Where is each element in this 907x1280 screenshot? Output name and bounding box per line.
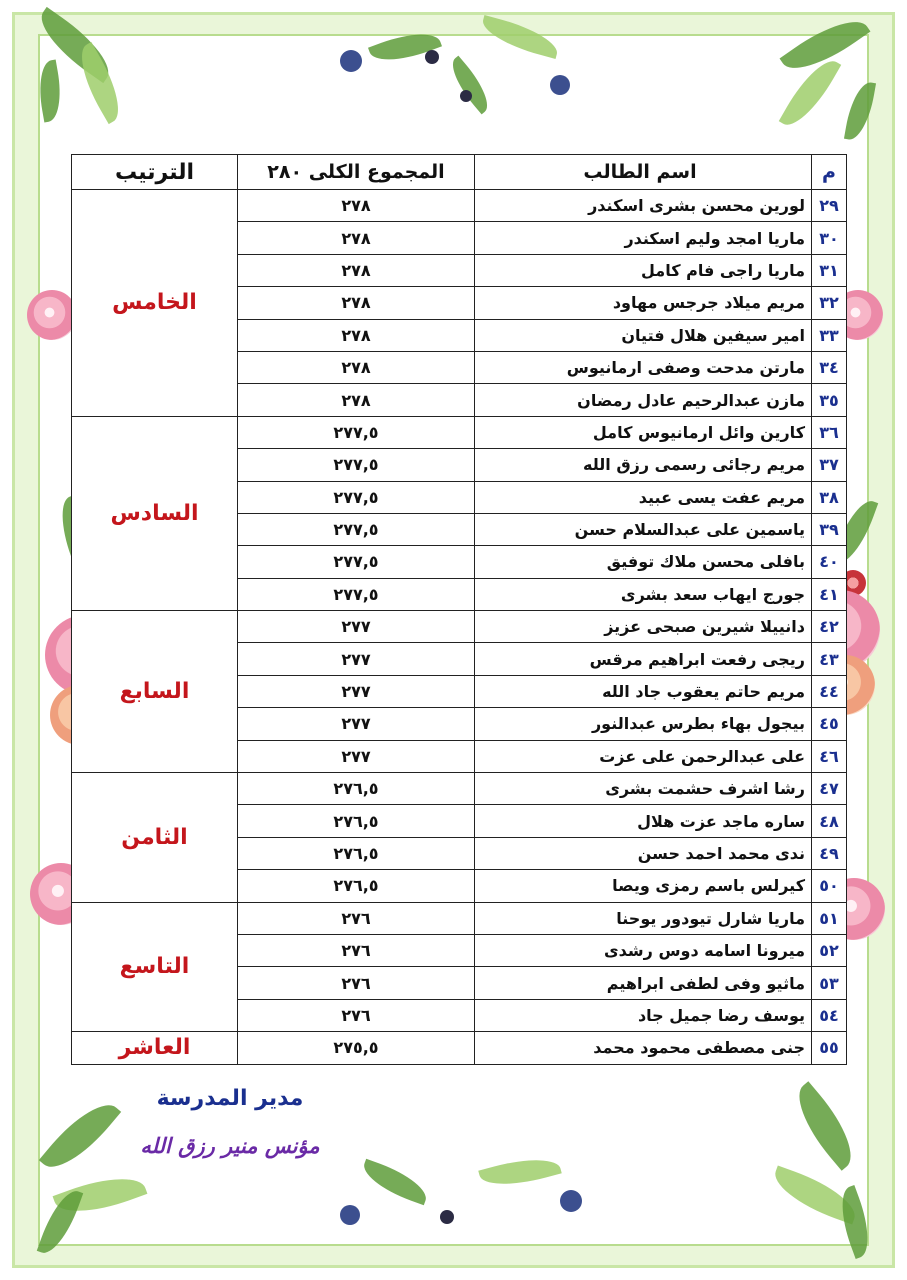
bottom-right-leaves-icon [760,1080,900,1260]
student-name: جورج ايهاب سعد بشرى [475,578,812,610]
student-name: ياسمين على عبدالسلام حسن [475,513,812,545]
student-total: ٢٧٧,٥ [238,481,475,513]
row-number: ٤٨ [812,805,847,837]
student-total: ٢٧٥,٥ [238,1032,475,1064]
student-name: مارتن مدحت وصفى ارمانيوس [475,351,812,383]
row-number: ٥٢ [812,934,847,966]
student-name: مريم ميلاد جرجس مهاود [475,287,812,319]
student-total: ٢٧٨ [238,190,475,222]
header-total: المجموع الكلى ٢٨٠ [238,155,475,190]
student-name: كارين وائل ارمانيوس كامل [475,416,812,448]
student-total: ٢٧٧ [238,611,475,643]
row-number: ٣٦ [812,416,847,448]
principal-name: مؤنس منير رزق الله [140,1134,320,1158]
top-right-leaves-icon [740,10,890,160]
student-total: ٢٧٦,٥ [238,773,475,805]
table-row [72,902,847,934]
student-total: ٢٧٦ [238,934,475,966]
rank-label: العاشر [72,1032,238,1064]
student-name: دانييلا شيرين صبحى عزيز [475,611,812,643]
student-total: ٢٧٦,٥ [238,870,475,902]
student-name: جنى مصطفى محمود محمد [475,1032,812,1064]
student-name: ماريا شارل تيودور يوحنا [475,902,812,934]
rank-label: الثامن [72,773,238,903]
table-header-row [72,155,847,190]
table-row [72,1032,847,1064]
row-number: ٤٢ [812,611,847,643]
row-number: ٣٣ [812,319,847,351]
row-number: ٥٥ [812,1032,847,1064]
row-number: ٤٣ [812,643,847,675]
student-total: ٢٧٧,٥ [238,578,475,610]
row-number: ٣٤ [812,351,847,383]
student-name: مريم حاتم يعقوب جاد الله [475,675,812,707]
student-name: رشا اشرف حشمت بشرى [475,773,812,805]
row-number: ٤٤ [812,675,847,707]
row-number: ٥٠ [812,870,847,902]
student-name: ساره ماجد عزت هلال [475,805,812,837]
student-name: ماريا راجى فام كامل [475,254,812,286]
student-total: ٢٧٧ [238,740,475,772]
student-name: لورين محسن بشرى اسكندر [475,190,812,222]
row-number: ٣٩ [812,513,847,545]
student-name: مازن عبدالرحيم عادل رمضان [475,384,812,416]
student-total: ٢٧٨ [238,287,475,319]
row-number: ٤٩ [812,837,847,869]
student-name: ماريا امجد وليم اسكندر [475,222,812,254]
top-left-leaves-icon [20,10,170,150]
row-number: ٣٢ [812,287,847,319]
row-number: ٤٥ [812,708,847,740]
row-number: ٤٧ [812,773,847,805]
row-number: ٤٦ [812,740,847,772]
row-number: ٣١ [812,254,847,286]
student-name: ريجى رفعت ابراهيم مرقس [475,643,812,675]
row-number: ٥١ [812,902,847,934]
top-center-berries-icon [330,5,590,135]
student-total: ٢٧٨ [238,384,475,416]
student-name: بافلى محسن ملاك توفيق [475,546,812,578]
student-total: ٢٧٨ [238,222,475,254]
student-total: ٢٧٦ [238,902,475,934]
rank-label: الخامس [72,190,238,417]
student-ranking-table [71,154,847,1065]
student-name: ندى محمد احمد حسن [475,837,812,869]
rank-label: السابع [72,611,238,773]
student-name: ماثيو وفى لطفى ابراهيم [475,967,812,999]
rank-label: السادس [72,416,238,610]
student-total: ٢٧٦,٥ [238,837,475,869]
row-number: ٥٣ [812,967,847,999]
row-number: ٥٤ [812,999,847,1031]
student-total: ٢٧٧,٥ [238,546,475,578]
row-number: ٣٠ [812,222,847,254]
table-row [72,611,847,643]
student-name: بيجول بهاء بطرس عبدالنور [475,708,812,740]
student-total: ٢٧٨ [238,319,475,351]
row-number: ٣٥ [812,384,847,416]
student-name: امير سيفين هلال فتيان [475,319,812,351]
student-name: يوسف رضا جميل جاد [475,999,812,1031]
student-total: ٢٧٧,٥ [238,449,475,481]
row-number: ٢٩ [812,190,847,222]
table-row [72,773,847,805]
student-name: ميرونا اسامه دوس رشدى [475,934,812,966]
header-rank: الترتيب [72,155,238,190]
principal-title: مدير المدرسة [156,1086,304,1111]
header-number: م [812,155,847,190]
table-body [72,190,847,1065]
student-name: كيرلس باسم رمزى ويصا [475,870,812,902]
bottom-center-berries-icon [320,1150,610,1260]
student-total: ٢٧٨ [238,351,475,383]
row-number: ٤٠ [812,546,847,578]
table-row [72,416,847,448]
student-total: ٢٧٧ [238,643,475,675]
student-total: ٢٧٦ [238,999,475,1031]
student-total: ٢٧٨ [238,254,475,286]
row-number: ٤١ [812,578,847,610]
rank-label: التاسع [72,902,238,1032]
student-total: ٢٧٧ [238,708,475,740]
student-total: ٢٧٧ [238,675,475,707]
student-total: ٢٧٧,٥ [238,416,475,448]
header-student-name: اسم الطالب [475,155,812,190]
student-name: مريم رجائى رسمى رزق الله [475,449,812,481]
row-number: ٣٧ [812,449,847,481]
row-number: ٣٨ [812,481,847,513]
bottom-left-leaves-icon [15,1090,165,1260]
student-total: ٢٧٦ [238,967,475,999]
student-total: ٢٧٦,٥ [238,805,475,837]
table-row [72,190,847,222]
student-total: ٢٧٧,٥ [238,513,475,545]
student-name: على عبدالرحمن على عزت [475,740,812,772]
student-name: مريم عفت يسى عبيد [475,481,812,513]
